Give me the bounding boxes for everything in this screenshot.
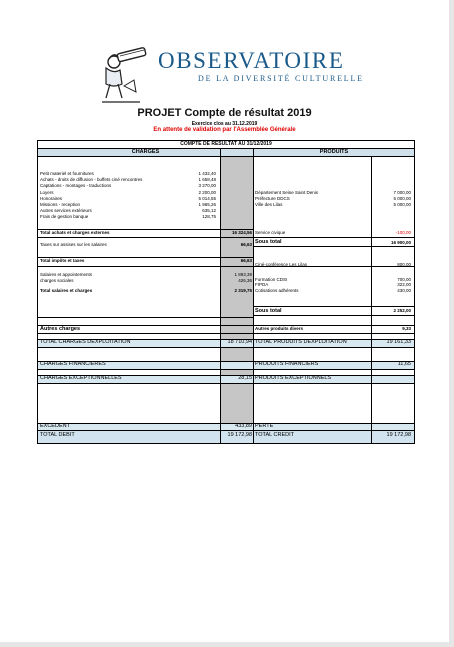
table-header: COMPTE DE RESULTAT AU 31/12/2019 [38, 141, 414, 149]
logo-wordmark: OBSERVATOIRE [158, 48, 345, 73]
sous-total-1-value: 16 900,00 [390, 240, 411, 245]
service-civique-label: Service civique [255, 230, 286, 235]
charge-label: Honoraires [40, 196, 63, 201]
cine-conference-value: 800,00 [397, 262, 411, 267]
row-divider [254, 315, 414, 316]
row-divider [38, 266, 414, 267]
sous-total-2-value: 2 252,00 [393, 308, 411, 313]
autres-charges-label: Autres charges [40, 326, 81, 332]
salaires-label: Salaires et appointements [40, 272, 93, 277]
total-charges-expl-label: TOTAL CHARGES DEXPLOITATION [40, 339, 131, 345]
produit-label: Ville des Lilas [255, 202, 283, 207]
produits-fin-label: PRODUITS FINANCIERS [255, 361, 319, 367]
column-divider [253, 149, 254, 443]
income-statement-table [37, 140, 415, 444]
sous-total-1-label: Sous total [255, 239, 282, 245]
charge-label: Loyers [40, 190, 54, 195]
charge-label: Petit materiel et fournitures [40, 171, 94, 176]
charge-value: 5 014,55 [198, 196, 216, 201]
organization-logo [100, 46, 364, 106]
page-shadow-right [449, 0, 454, 647]
total-band [38, 430, 414, 444]
taxes-value: 66,63 [240, 242, 252, 247]
total-produits-expl-value: 19 161,33 [386, 339, 411, 345]
total-produits-expl-label: TOTAL PRODUITS DEXPLOITATION [255, 339, 347, 345]
charge-value: 128,75 [202, 214, 216, 219]
fipda-value: 322,00 [397, 282, 411, 287]
taxes-label: Taxes sur assises sur les salaires [40, 242, 107, 247]
cotisations-value: 430,00 [397, 288, 411, 293]
charge-value: 1 432,40 [198, 171, 216, 176]
row-divider [254, 246, 414, 247]
total-credit-value: 19 172,98 [386, 432, 411, 438]
produit-value: 5 000,00 [393, 196, 411, 201]
cine-conference-label: Ciné-conférence Les Lilas [255, 262, 308, 267]
sous-total-2-label: Sous total [255, 308, 282, 314]
produits-exc-label: PRODUITS EXCEPTIONNELS [255, 375, 332, 381]
produit-label: Préfecture DDCS [255, 196, 290, 201]
charges-fin-label: CHARGES FINANCIERES [40, 361, 106, 367]
total-charges-expl-value: 18 710,94 [227, 339, 252, 345]
total-impots-value: 66,63 [240, 258, 252, 263]
charge-label: Missions - reception [40, 202, 81, 207]
produit-value: 7 000,00 [393, 190, 411, 195]
excedent-value: 433,89 [235, 423, 252, 429]
charges-sociales-value: 426,36 [238, 278, 252, 283]
autres-produits-label: Autres produits divers [255, 326, 304, 331]
observer-with-telescope-icon [100, 46, 156, 104]
logo-tagline: DE LA DIVERSITÉ CULTURELLE [198, 74, 364, 83]
charge-value: 635,12 [202, 208, 216, 213]
charge-label: Autres services extérieurs [40, 208, 92, 213]
charges-exc-label: CHARGES EXCEPTIONNELLES [40, 375, 122, 381]
charge-value: 1 658,48 [198, 177, 216, 182]
total-achats-label: Total achats et charges externes [40, 230, 110, 235]
charge-label: Frais de gestion banque [40, 214, 89, 219]
produit-value: 5 000,00 [393, 202, 411, 207]
charges-column-header: CHARGES [38, 149, 253, 157]
charge-value: 3 270,00 [198, 183, 216, 188]
charges-sociales-label: charges sociales [40, 278, 74, 283]
formation-label: Formation CDSI [255, 277, 288, 282]
charge-value: 1 965,26 [198, 202, 216, 207]
page-shadow-bottom [0, 642, 454, 647]
total-debit-value: 19 172,98 [227, 432, 252, 438]
produits-fin-value: 11,65 [397, 361, 411, 367]
column-divider [220, 149, 221, 443]
total-salaires-label: Total salaires et charges [40, 288, 93, 293]
blank-grey-column [220, 157, 253, 443]
row-divider [38, 317, 253, 318]
row-divider [254, 237, 414, 238]
perte-label: PERTE [255, 423, 274, 429]
produits-column-header: PRODUITS [254, 149, 414, 157]
row-divider [254, 306, 414, 307]
total-credit-label: TOTAL CREDIT [255, 432, 295, 438]
page-title: PROJET Compte de résultat 2019 [137, 107, 312, 119]
charge-value: 2 200,00 [198, 190, 216, 195]
total-impots-label: Total impôts et taxes [40, 258, 85, 263]
charge-label: Achats - droits de diffusion - buffets ciné rencontres [40, 177, 143, 182]
total-salaires-value: 2 319,75 [234, 288, 252, 293]
row-divider [38, 325, 414, 326]
fipda-label: FIPDA [255, 282, 269, 287]
produit-label: Département Seine Saint Denis [255, 190, 319, 195]
fiscal-year-subtitle: Exercice clos au 31.12.2019 [191, 121, 258, 127]
service-civique-value: -100,00 [395, 230, 411, 235]
excedent-label: EXCEDENT [40, 423, 70, 429]
column-divider [371, 157, 372, 443]
formation-value: 700,00 [397, 277, 411, 282]
validation-notice: En attente de validation par l'Assemblée Générale [153, 127, 296, 133]
autres-produits-value: 9,33 [402, 326, 411, 331]
total-debit-label: TOTAL DEBIT [40, 432, 75, 438]
row-divider [38, 237, 253, 238]
cotisations-label: Cotisations adhérents [255, 288, 299, 293]
row-divider [38, 333, 414, 334]
charge-label: Captations - montages - traductions [40, 183, 112, 188]
charges-exc-value: 28,15 [238, 375, 252, 381]
total-achats-value: 16 324,56 [231, 230, 252, 235]
salaires-value: 1 893,39 [234, 272, 252, 277]
